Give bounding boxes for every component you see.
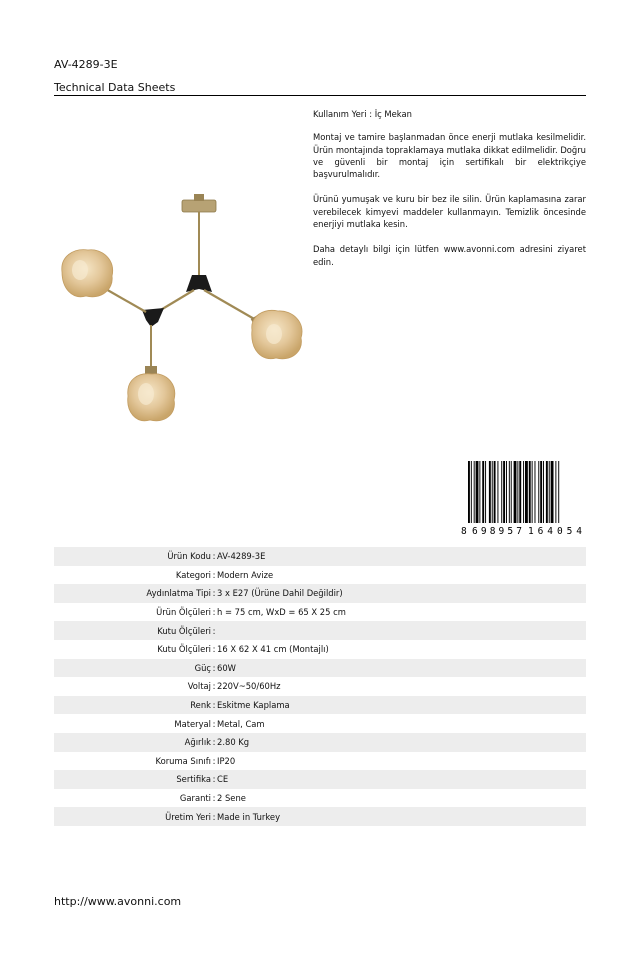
- spec-label: Ürün Kodu: [167, 551, 211, 562]
- spec-table: [54, 547, 586, 826]
- spec-row: [54, 677, 586, 696]
- spec-row: [54, 789, 586, 808]
- spec-value: 2 Sene: [217, 793, 246, 804]
- spec-separator: :: [212, 551, 216, 562]
- spec-row: [54, 696, 586, 715]
- spec-value: IP20: [217, 755, 236, 766]
- spec-label: Sertifika: [176, 774, 211, 785]
- info-panel: [313, 108, 586, 281]
- spec-label: Voltaj: [187, 681, 211, 692]
- spec-label: Ağırlık: [184, 737, 211, 748]
- spec-label: Koruma Sınıfı: [155, 755, 211, 766]
- left-globe: [62, 250, 113, 297]
- spec-separator: :: [212, 681, 216, 692]
- safety-paragraph: Montaj ve tamire başlanmadan önce enerji mutlaka kesilmelidir. Ürün montajında topraklamaya mutlaka dikkat edilmelidir. Doğru ve güvenli bir montaj için sertifikalı bir elektrikçiye başvurulmalıdır.: [313, 132, 586, 180]
- spec-value: Made in Turkey: [217, 811, 281, 822]
- spec-value: AV-4289-3E: [217, 551, 266, 562]
- spec-value: Eskitme Kaplama: [217, 700, 290, 711]
- chandelier-image: [54, 190, 309, 430]
- spec-separator: :: [212, 607, 216, 618]
- spec-row: [54, 640, 586, 659]
- barcode-left-digits: 698957: [472, 526, 522, 536]
- document-subtitle: Technical Data Sheets: [54, 81, 176, 94]
- usage-location: Kullanım Yeri : İç Mekan: [313, 109, 412, 119]
- spec-row: [54, 603, 586, 622]
- spec-label: Ürün Ölçüleri: [156, 607, 211, 618]
- spec-value: CE: [217, 774, 229, 785]
- spec-separator: :: [212, 718, 216, 729]
- spec-row: [54, 566, 586, 585]
- cleaning-paragraph: Ürünü yumuşak ve kuru bir bez ile silin. Ürün kaplamasına zarar verebilecek kimyevi maddeler kullanmayın. Temizlik öncesinde enerjiyi mutlaka kesin.: [313, 194, 586, 230]
- spec-value: h = 75 cm, WxD = 65 X 25 cm: [217, 607, 346, 618]
- product-code-title: AV-4289-3E: [54, 58, 118, 71]
- website-paragraph: Daha detaylı bilgi için lütfen www.avonni.com adresini ziyaret edin.: [313, 244, 586, 267]
- spec-row: [54, 659, 586, 678]
- spec-row: [54, 733, 586, 752]
- spec-label: Güç: [194, 662, 211, 673]
- header-divider: [54, 95, 586, 96]
- spec-row: [54, 807, 586, 826]
- spec-value: Metal, Cam: [217, 718, 265, 729]
- spec-row: [54, 714, 586, 733]
- spec-label: Kutu Ölçüleri: [157, 644, 211, 655]
- spec-value: Modern Avize: [217, 569, 274, 580]
- bottom-globe: [128, 366, 175, 421]
- spec-row: [54, 752, 586, 771]
- barcode-right-digits: 164054: [528, 526, 582, 536]
- spec-row: [54, 547, 586, 566]
- spec-separator: :: [212, 662, 216, 673]
- spec-value: 2.80 Kg: [217, 737, 250, 748]
- spec-label: Aydınlatma Tipi: [146, 588, 211, 599]
- footer-url[interactable]: http://www.avonni.com: [54, 895, 182, 908]
- spec-row: [54, 621, 586, 640]
- right-globe: [251, 310, 302, 359]
- spec-separator: :: [212, 793, 216, 804]
- spec-row: [54, 584, 586, 603]
- barcode-first-digit: 8: [461, 526, 467, 536]
- spec-separator: :: [212, 811, 216, 822]
- spec-separator: :: [212, 737, 216, 748]
- spec-value: 16 X 62 X 41 cm (Montajlı): [217, 644, 329, 655]
- barcode-bars: [468, 461, 559, 523]
- spec-label: Garanti: [179, 793, 211, 804]
- spec-separator: :: [212, 644, 216, 655]
- spec-label: Üretim Yeri: [165, 811, 211, 822]
- spec-label: Renk: [190, 700, 211, 711]
- document-header: [54, 58, 586, 95]
- spec-label: Kutu Ölçüleri: [157, 625, 211, 636]
- spec-value: 220V~50/60Hz: [217, 681, 281, 692]
- spec-value: 3 x E27 (Ürüne Dahil Değildir): [217, 588, 343, 599]
- spec-separator: :: [212, 755, 216, 766]
- spec-row: [54, 770, 586, 789]
- spec-label: Kategori: [175, 569, 211, 580]
- spec-separator: :: [212, 569, 216, 580]
- spec-separator: :: [212, 625, 216, 636]
- spec-separator: :: [212, 774, 216, 785]
- spec-separator: :: [212, 588, 216, 599]
- barcode: [458, 460, 586, 536]
- spec-separator: :: [212, 700, 216, 711]
- spec-label: Materyal: [174, 718, 211, 729]
- spec-value: 60W: [217, 662, 236, 673]
